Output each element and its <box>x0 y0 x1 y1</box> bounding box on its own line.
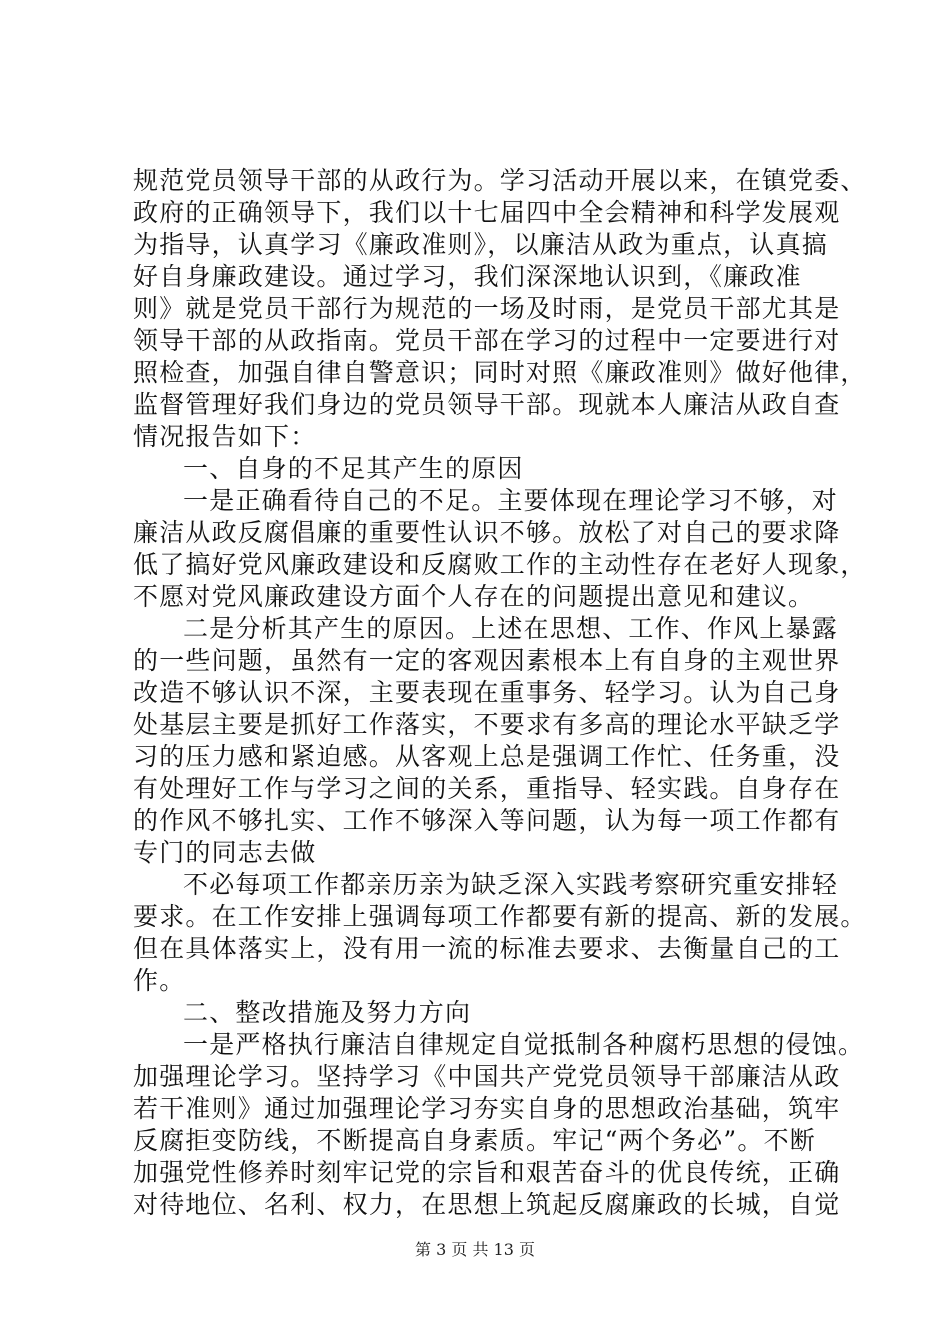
document-line: 二、整改措施及努力方向 <box>183 998 472 1027</box>
document-line: 低了搞好党风廉政建设和反腐败工作的主动性存在老好人现象， <box>133 550 867 579</box>
document-line: 若干准则》通过加强理论学习夯实自身的思想政治基础，筑牢 <box>133 1094 841 1123</box>
document-line: 政府的正确领导下，我们以十七届四中全会精神和科学发展观 <box>133 198 841 227</box>
document-line: 监督管理好我们身边的党员领导干部。现就本人廉洁从政自查 <box>133 390 841 419</box>
document-line: 一是正确看待自己的不足。主要体现在理论学习不够，对 <box>183 486 839 515</box>
document-line: 一、自身的不足其产生的原因 <box>183 454 524 483</box>
document-line: 规范党员领导干部的从政行为。学习活动开展以来，在镇党委、 <box>133 166 867 195</box>
document-line: 好自身廉政建设。通过学习，我们深深地认识到，《廉政准 <box>133 262 802 291</box>
document-line: 习的压力感和紧迫感。从客观上总是强调工作忙、任务重，没 <box>133 742 841 771</box>
document-line: 专门的同志去做 <box>133 838 317 867</box>
document-line: 有处理好工作与学习之间的关系，重指导、轻实践。自身存在 <box>133 774 841 803</box>
document-line: 二是分析其产生的原因。上述在思想、工作、作风上暴露 <box>183 614 839 643</box>
document-line: 的作风不够扎实、工作不够深入等问题，认为每一项工作都有 <box>133 806 841 835</box>
page-footer: 第 3 页 共 13 页 <box>415 1240 535 1259</box>
document-line: 领导干部的从政指南。党员干部在学习的过程中一定要进行对 <box>133 326 841 355</box>
document-line: 不愿对党风廉政建设方面个人存在的问题提出意见和建议。 <box>133 582 815 611</box>
document-line: 不必每项工作都亲历亲为缺乏深入实践考察研究重安排轻 <box>183 870 839 899</box>
document-line: 加强理论学习。坚持学习《中国共产党党员领导干部廉洁从政 <box>133 1062 841 1091</box>
document-line: 要求。在工作安排上强调每项工作都要有新的提高、新的发展。 <box>133 902 867 931</box>
document-line: 照检查，加强自律自警意识；同时对照《廉政准则》做好他律， <box>133 358 867 387</box>
document-line: 的一些问题，虽然有一定的客观因素根本上有自身的主观世界 <box>133 646 841 675</box>
document-line: 则》就是党员干部行为规范的一场及时雨，是党员干部尤其是 <box>133 294 841 323</box>
document-line: 加强党性修养时刻牢记党的宗旨和艰苦奋斗的优良传统，正确 <box>133 1158 841 1187</box>
document-line: 改造不够认识不深，主要表现在重事务、轻学习。认为自己身 <box>133 678 841 707</box>
document-line: 处基层主要是抓好工作落实，不要求有多高的理论水平缺乏学 <box>133 710 841 739</box>
document-line: 情况报告如下： <box>133 422 317 451</box>
document-body <box>133 165 867 1221</box>
document-line: 作。 <box>133 966 186 995</box>
document-line: 反腐拒变防线，不断提高自身素质。牢记“两个务必”。不断 <box>133 1126 816 1155</box>
document-line: 但在具体落实上，没有用一流的标准去要求、去衡量自己的工 <box>133 934 841 963</box>
document-line: 一是严格执行廉洁自律规定自觉抵制各种腐朽思想的侵蚀。 <box>183 1030 865 1059</box>
document-line: 对待地位、名利、权力，在思想上筑起反腐廉政的长城，自觉 <box>133 1190 841 1219</box>
document-line: 为指导，认真学习《廉政准则》，以廉洁从政为重点，认真搞 <box>133 230 828 259</box>
document-line: 廉洁从政反腐倡廉的重要性认识不够。放松了对自己的要求降 <box>133 518 841 547</box>
